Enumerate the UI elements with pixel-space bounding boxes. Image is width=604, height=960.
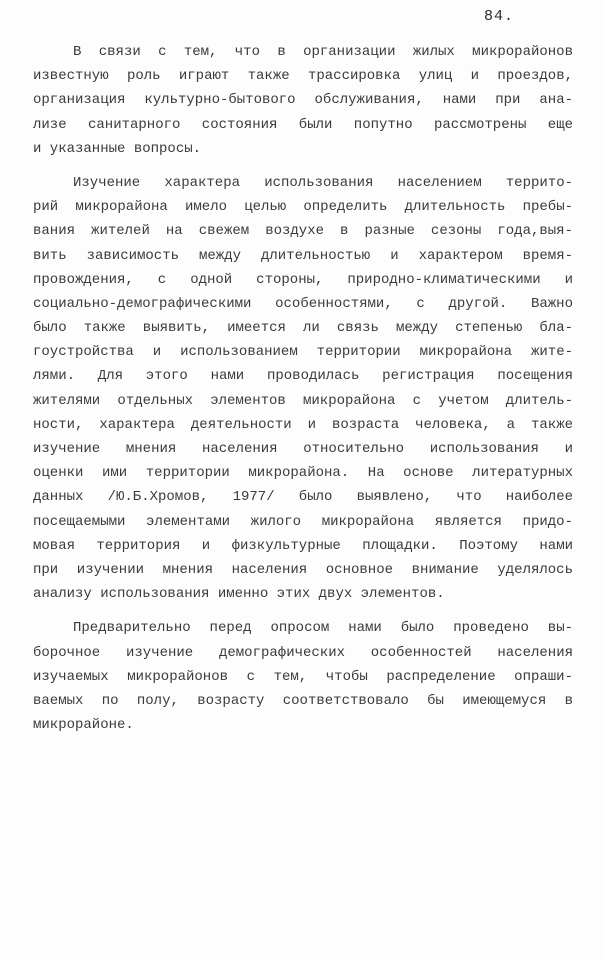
- text-line: В связи с тем, что в организации жилых микрорайонов: [73, 44, 573, 60]
- text-line: посещаемыми элементами жилого микрорайона является придо-: [33, 513, 573, 530]
- text-line: оценки ими территории микрорайона. На основе литературных: [33, 465, 573, 482]
- text-line: анализу использования именно этих двух элементов.: [33, 586, 445, 603]
- text-line: изучение мнения населения относительно использования и: [33, 441, 573, 457]
- text-line: было также выявить, имеется ли связь между степенью бла-: [33, 320, 573, 337]
- paragraph-1: [33, 40, 573, 161]
- text-line: ваемых по полу, возрасту соответствовало бы имеющемуся в: [33, 692, 573, 709]
- text-line: организация культурно-бытового обслуживания, нами при ана-: [33, 92, 573, 109]
- text-line: лизе санитарного состояния были попутно рассмотрены еще: [33, 116, 573, 133]
- text-line: при изучении мнения населения основное внимание уделялось: [33, 561, 573, 578]
- text-line: провождения, с одной стороны, природно-климатическими и: [33, 271, 573, 288]
- text-line: ности, характера деятельности и возраста человека, а также: [33, 416, 573, 433]
- text-line: известную роль играют также трассировка улиц и проездов,: [33, 68, 573, 85]
- text-line: микрорайоне.: [33, 717, 134, 734]
- text-line: борочное изучение демографических особенностей населения: [33, 644, 573, 661]
- paragraph-2: [33, 171, 573, 606]
- text-line: Изучение характера использования населением террито-: [73, 174, 573, 191]
- page-number: 84.: [484, 8, 515, 25]
- text-line: данных /Ю.Б.Хромов, 1977/ было выявлено, что наиболее: [33, 489, 573, 506]
- text-line: вания жителей на свежем воздухе в разные сезоны года,выя-: [33, 223, 573, 240]
- text-line: рий микрорайона имело целью определить длительность пребы-: [33, 199, 573, 216]
- body-text: [33, 40, 573, 737]
- text-line: Предварительно перед опросом нами было проведено вы-: [73, 620, 573, 637]
- text-line: социально-демографическими особенностями, с другой. Важно: [33, 295, 573, 312]
- text-line: вить зависимость между длительностью и характером время-: [33, 247, 573, 264]
- text-line: мовая территория и физкультурные площадки. Поэтому нами: [33, 537, 573, 554]
- text-line: изучаемых микрорайонов с тем, чтобы распределение опраши-: [33, 668, 573, 685]
- text-line: и указанные вопросы.: [33, 140, 202, 157]
- paragraph-3: [33, 616, 573, 737]
- text-line: гоустройства и использованием территории микрорайона жите-: [33, 344, 573, 361]
- text-line: жителями отдельных элементов микрорайона с учетом длитель-: [33, 392, 573, 409]
- text-line: лями. Для этого нами проводилась регистрация посещения: [33, 368, 573, 385]
